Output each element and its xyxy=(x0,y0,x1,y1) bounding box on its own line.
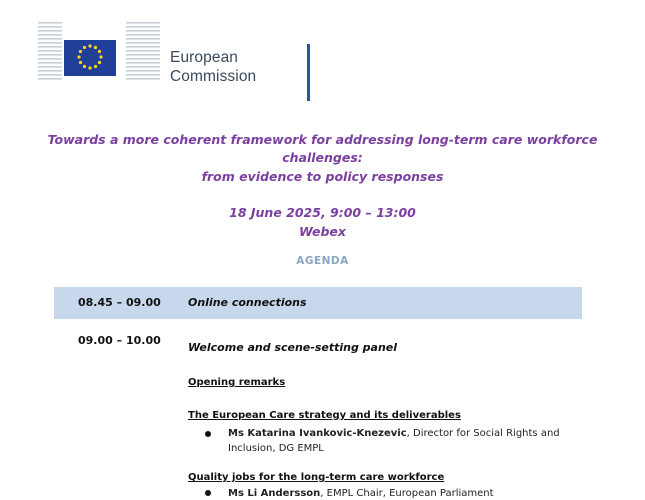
european-commission-logo xyxy=(38,20,283,85)
speaker-role: , Director for Social Rights and Inclusion, DG EMPL xyxy=(228,428,560,454)
title-line-1: Towards a more coherent framework for addressing long-term care workforce xyxy=(47,132,598,147)
speaker-entry xyxy=(228,426,568,456)
logo-line-2: Commission xyxy=(170,68,257,85)
event-date: 18 June 2025, 9:00 – 13:00 xyxy=(229,205,416,220)
bullet-icon xyxy=(205,431,211,437)
speaker-entry xyxy=(228,486,568,500)
agenda-heading: AGENDA xyxy=(296,255,349,267)
logo-line-1: European xyxy=(170,49,239,66)
title-line-3: from evidence to policy responses xyxy=(201,169,444,184)
logo-divider xyxy=(307,44,310,101)
logo-wordmark xyxy=(170,48,256,86)
title-line-2: challenges: xyxy=(282,150,363,165)
agenda-time: 08.45 – 09.00 xyxy=(78,296,161,309)
section-heading-opening: Opening remarks xyxy=(188,377,286,388)
agenda-time: 09.00 – 10.00 xyxy=(78,334,161,347)
event-venue: Webex xyxy=(299,224,346,239)
section-heading-quality: Quality jobs for the long-term care workforce xyxy=(188,472,445,483)
logo-emblem xyxy=(38,20,160,82)
bullet-icon xyxy=(205,490,211,496)
speaker-name: Ms Katarina Ivankovic-Knezevic xyxy=(228,428,407,439)
eu-flag-icon xyxy=(64,40,116,76)
section-heading-strategy: The European Care strategy and its deliverables xyxy=(188,410,461,421)
agenda-session-title: Welcome and scene-setting panel xyxy=(188,341,398,354)
speaker-name: Ms Li Andersson xyxy=(228,488,321,499)
speaker-role: , EMPL Chair, European Parliament xyxy=(320,488,494,499)
agenda-session-title: Online connections xyxy=(188,296,307,309)
